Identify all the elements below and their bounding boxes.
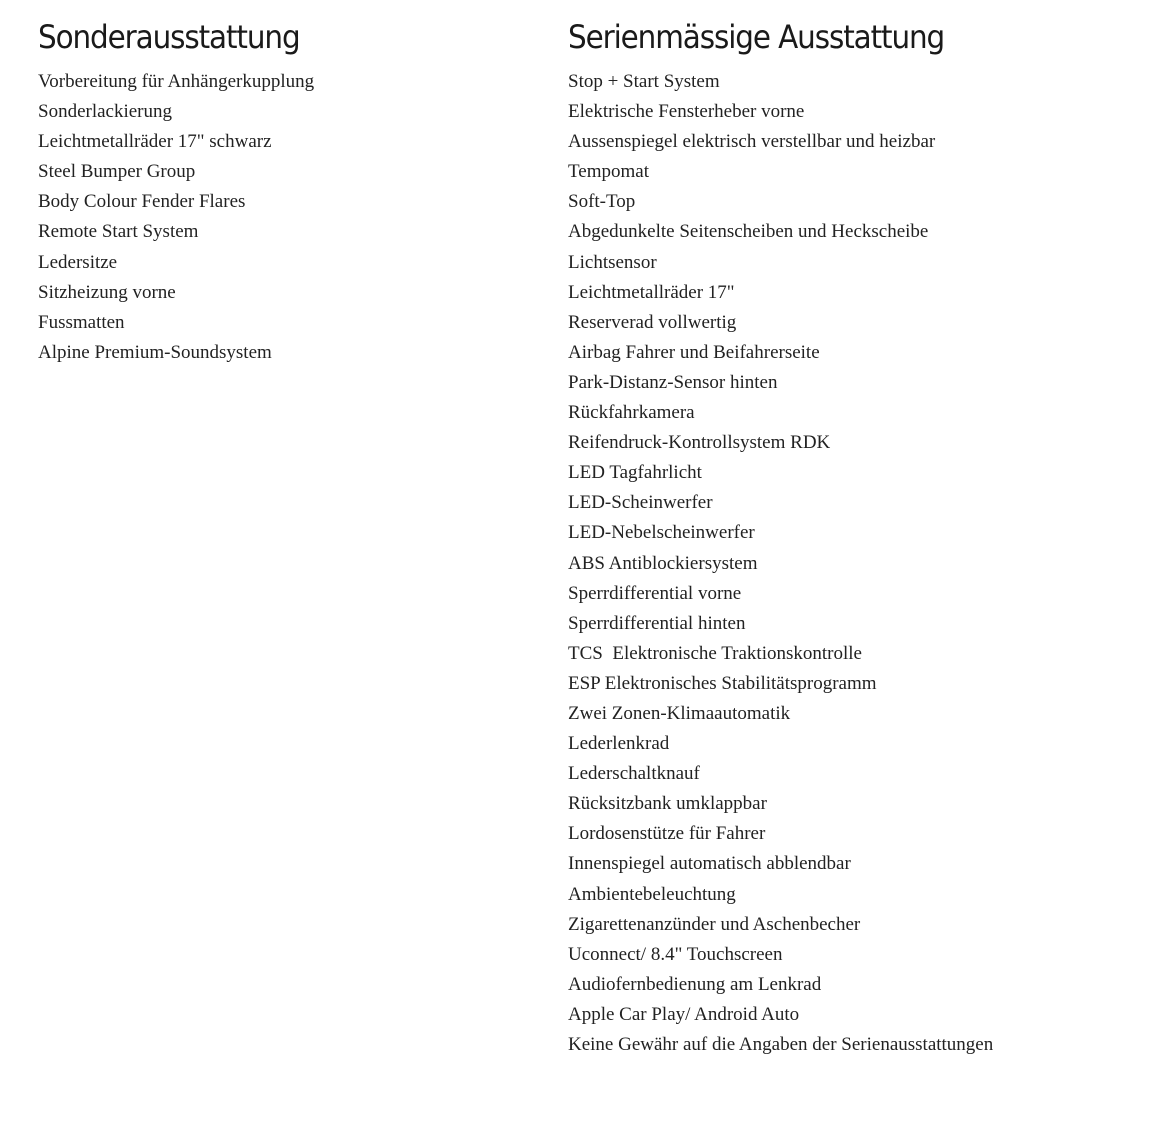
optional-equipment-heading: Sonderausstattung [38, 18, 300, 56]
list-item: LED-Scheinwerfer [568, 492, 713, 514]
list-item: Abgedunkelte Seitenscheiben und Heckscheibe [568, 221, 929, 243]
list-item: Apple Car Play/ Android Auto [568, 1003, 800, 1025]
list-item: LED Tagfahrlicht [568, 462, 702, 484]
list-item: Tempomat [568, 161, 649, 183]
standard-equipment-list [568, 67, 1138, 1060]
list-item: Innenspiegel automatisch abblendbar [568, 853, 851, 875]
list-item: Lichtsensor [568, 251, 657, 273]
list-item: Park-Distanz-Sensor hinten [568, 371, 778, 393]
list-item: Keine Gewähr auf die Angaben der Serienausstattungen [568, 1034, 994, 1055]
list-item: Fussmatten [38, 311, 125, 333]
list-item: Stop + Start System [568, 71, 720, 92]
list-item: Airbag Fahrer und Beifahrerseite [568, 341, 820, 363]
list-item: Zigarettenanzünder und Aschenbecher [568, 913, 861, 935]
list-item: Ambientebeleuchtung [568, 883, 736, 905]
optional-equipment-list [38, 67, 538, 368]
list-item: ABS Antiblockiersystem [568, 552, 758, 574]
list-item: Alpine Premium-Soundsystem [38, 341, 272, 363]
optional-equipment-section [38, 14, 538, 368]
list-item: Lederschaltknauf [568, 763, 700, 785]
list-item: Sperrdifferential vorne [568, 582, 742, 604]
list-item: Lederlenkrad [568, 733, 670, 755]
list-item: Steel Bumper Group [38, 161, 196, 183]
list-item: Body Colour Fender Flares [38, 191, 246, 213]
list-item: Sitzheizung vorne [38, 281, 176, 303]
list-item: Audiofernbedienung am Lenkrad [568, 973, 822, 995]
list-item: Rücksitzbank umklappbar [568, 793, 767, 815]
list-item: Rückfahrkamera [568, 402, 695, 424]
list-item: ESP Elektronisches Stabilitätsprogramm [568, 672, 877, 694]
list-item: LED-Nebelscheinwerfer [568, 522, 755, 544]
list-item: Sonderlackierung [38, 101, 173, 123]
standard-equipment-heading: Serienmässige Ausstattung [568, 18, 945, 56]
standard-equipment-section [568, 14, 1138, 1060]
list-item: TCS Elektronische Traktionskontrolle [568, 642, 862, 664]
list-item: Zwei Zonen-Klimaautomatik [568, 702, 791, 724]
list-item: Elektrische Fensterheber vorne [568, 101, 805, 123]
list-item: Vorbereitung für Anhängerkupplung [38, 71, 315, 92]
list-item: Leichtmetallräder 17" [568, 281, 735, 303]
list-item: Remote Start System [38, 221, 199, 243]
list-item: Aussenspiegel elektrisch verstellbar und heizbar [568, 131, 936, 153]
list-item: Soft-Top [568, 191, 636, 213]
list-item: Leichtmetallräder 17" schwarz [38, 131, 272, 153]
list-item: Ledersitze [38, 251, 118, 273]
list-item: Reserverad vollwertig [568, 311, 737, 333]
list-item: Lordosenstütze für Fahrer [568, 823, 766, 845]
list-item: Uconnect/ 8.4" Touchscreen [568, 943, 783, 965]
list-item: Sperrdifferential hinten [568, 612, 746, 634]
list-item: Reifendruck-Kontrollsystem RDK [568, 432, 831, 454]
